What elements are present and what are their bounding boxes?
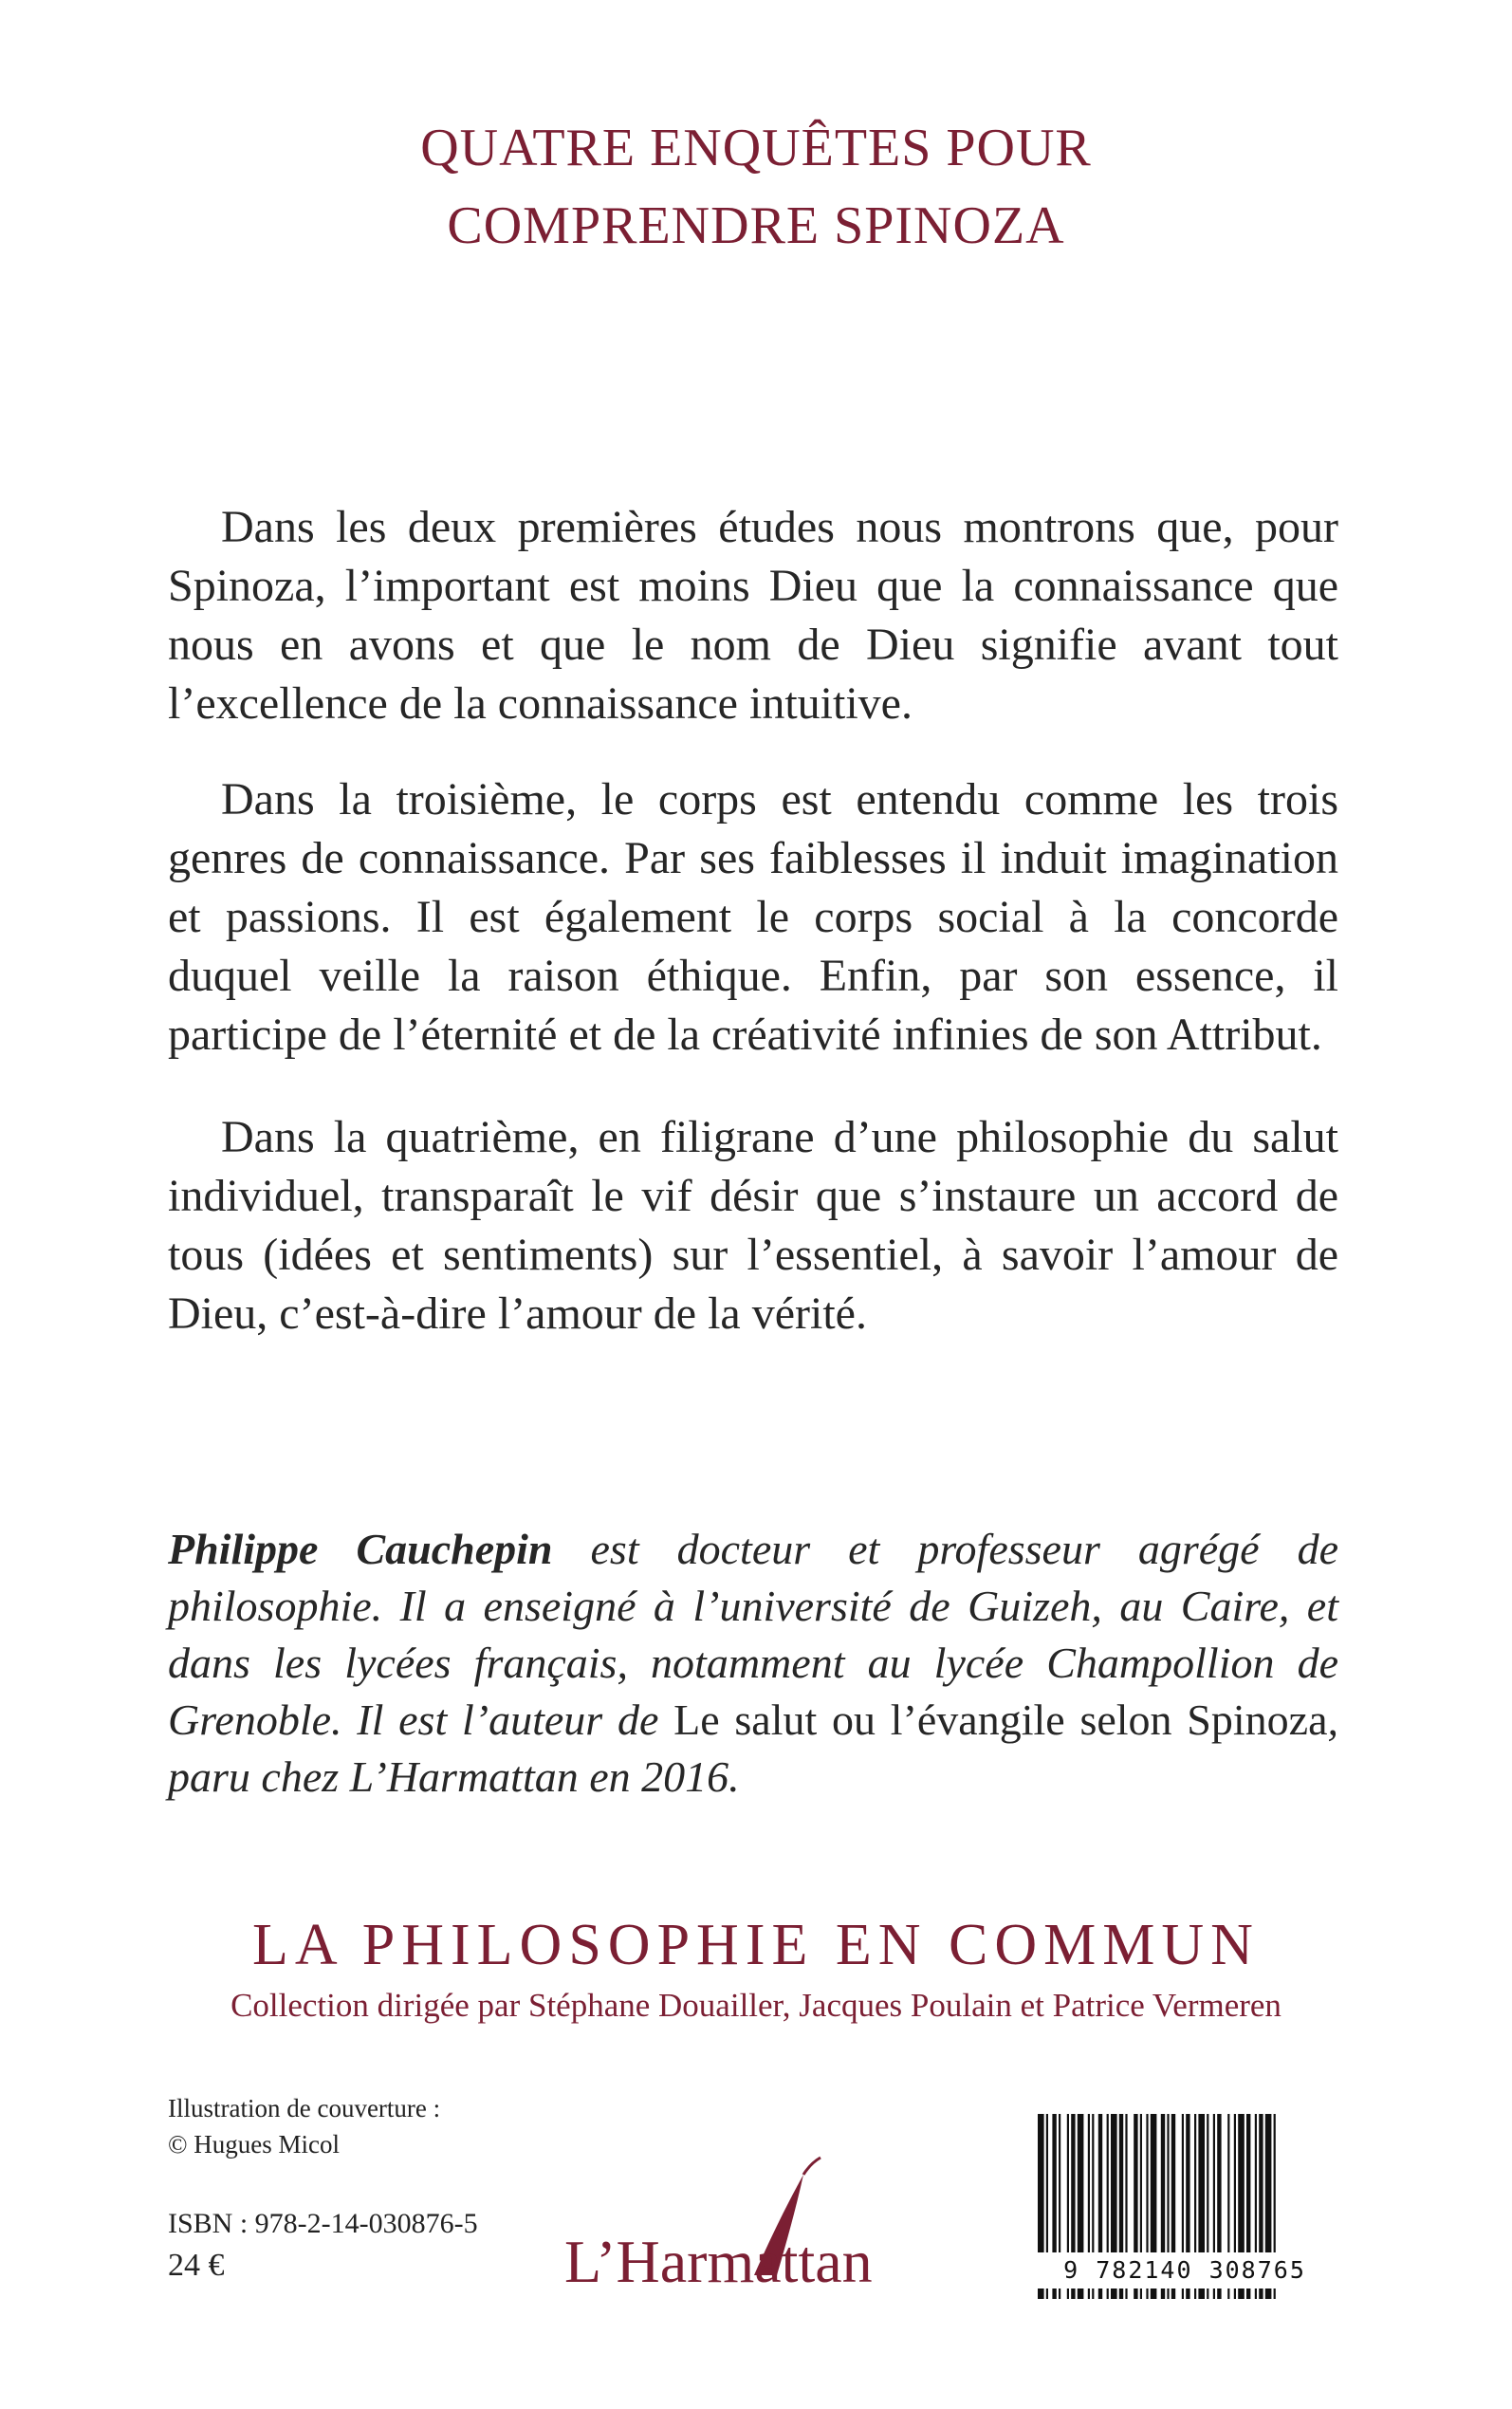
publisher-logo — [564, 2154, 972, 2296]
summary-paragraph-1 — [168, 498, 1338, 733]
illustration-credit: © Hugues Micol — [168, 2130, 340, 2159]
collection-editors: Collection dirigée par Stéphane Douailler, Jacques Poulain et Patrice Vermeren — [230, 1987, 1282, 2024]
summary-paragraph-1-text: Dans les deux premières études nous montrons que, pour Spinoza, l’important est moins Dieu que la connaissance que nous en avons et que le nom de Dieu signifie avant tout l’excellence de la connaissance intuitive. — [168, 502, 1338, 729]
illustration-label: Illustration de couverture : — [168, 2094, 441, 2122]
previous-book-title: Le salut ou l’évangile selon Spinoza — [673, 1696, 1328, 1744]
book-title-line-2: COMPRENDRE SPINOZA — [447, 196, 1065, 255]
collection-name: LA PHILOSOPHIE EN COMMUN — [252, 1913, 1260, 1977]
author-bio: Philippe Cauchepin est docteur et professeur agrégé de philosophie. Il a enseigné à l’université de Guizeh, au Caire, et dans les lycées français, notamment au lycée Champollion de Grenoble. Il est l’auteur de Le salut ou l’évangile selon Spinoza, paru chez L’Harmattan en 2016. — [168, 1525, 1339, 1801]
summary-paragraph-2-text: Dans la troisième, le corps est entendu comme les trois genres de connaissance. Par ses faiblesses il induit imagination et passions. Il est également le corps social à la concorde duquel veille la raison éthique. Enfin, par son essence, il participe de l’éternité et de la créativité infinies de son Attribut. — [168, 774, 1338, 1060]
summary-paragraph-3-text: Dans la quatrième, en filigrane d’une philosophie du salut individuel, transparaît le vif désir que s’instaure un accord de tous (idées et sentiments) sur l’essentiel, à savoir l’amour de Dieu, c’est-à-dire l’amour de la vérité. — [168, 1112, 1338, 1339]
author-bio-text-2: paru chez L’Harmattan en 2016. — [168, 1752, 740, 1801]
book-title — [0, 109, 1512, 265]
summary-paragraph-2 — [168, 770, 1338, 1065]
cover-credits — [168, 2090, 440, 2162]
author-bio-text-1: est docteur et professeur agrégé de philosophie. Il a enseigné à l’université de Guizeh, au Caire, et dans les lycées français, notamment au lycée Champollion de Grenoble. Il est l’auteur de — [168, 1525, 1339, 1744]
barcode-digits: 9 782140 308765 — [1032, 2252, 1337, 2289]
book-title-line-1: QUATRE ENQUÊTES POUR — [420, 119, 1092, 177]
price: 24 € — [168, 2248, 225, 2283]
summary-paragraph-3 — [168, 1108, 1338, 1343]
isbn: ISBN : 978-2-14-030876-5 — [168, 2208, 478, 2239]
publisher-logo-text: L’Harmattan — [564, 2228, 873, 2295]
author-name: Philippe Cauchepin — [168, 1525, 553, 1573]
